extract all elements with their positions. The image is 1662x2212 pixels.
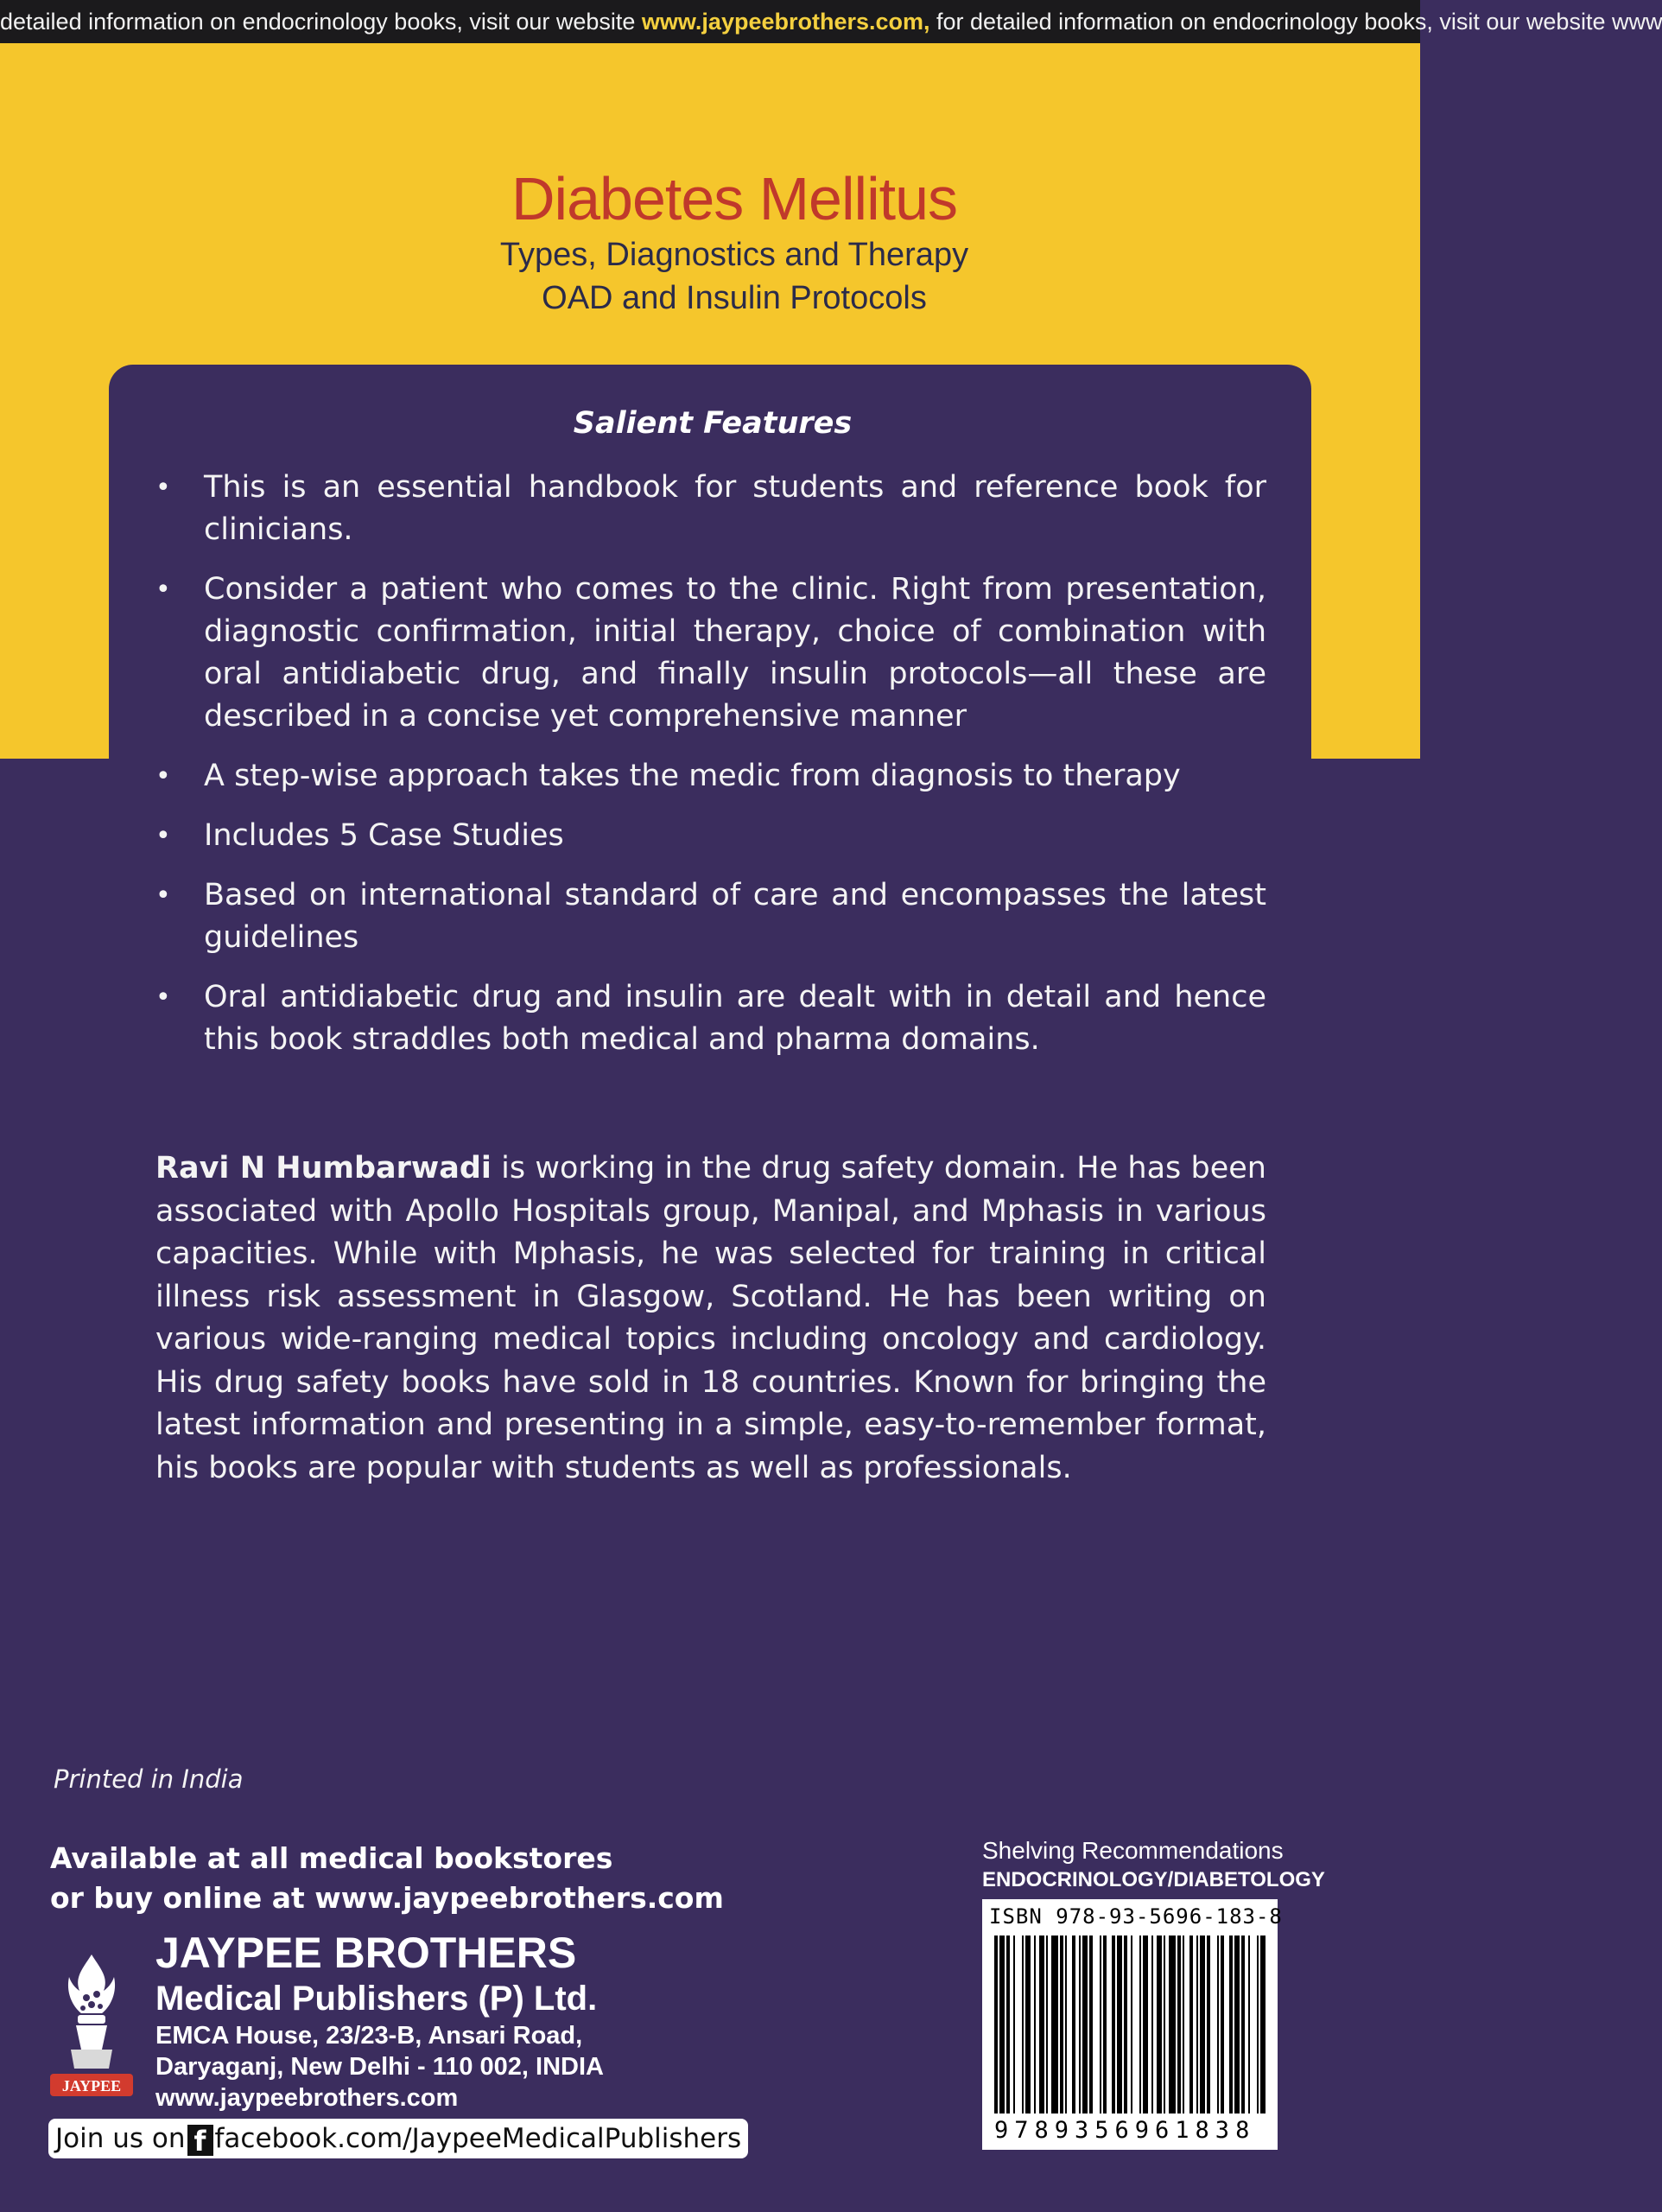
facebook-icon: f [187,2125,213,2156]
barcode-bar [1046,1936,1048,2113]
barcode-bars [994,1936,1271,2113]
barcode-bar [1006,1936,1010,2113]
barcode-bar [1143,1936,1148,2113]
author-bio-text: is working in the drug safety domain. He has been associated with Apollo Hospitals group, Manipal, and Mphasis in various capacities. While with Mphasis, he was selected for training in critical illness risk assessment in Glasgow, Scotland. He has been writing on various wide-ranging medical topics including oncology and cardiology. His drug safety books have sold in 18 countries. Known for bringing the latest information and presenting in a simple, easy-to-remember format, his books are popular with students as well as professionals. [155,1151,1266,1485]
bullet-icon: • [155,761,171,791]
barcode-bar [1234,1936,1240,2113]
shelving-value: ENDOCRINOLOGY/DIABETOLOGY [982,1868,1325,1891]
isbn-barcode [982,1899,1283,2150]
availability-line: or buy online at www.jaypeebrothers.com [50,1881,724,1915]
feature-text: Based on international standard of care and encompasses the latest guidelines [204,878,1266,955]
barcode-bar [1112,1936,1115,2113]
publisher-block [155,1929,604,2113]
publisher-website: www.jaypeebrothers.com [155,2084,459,2112]
availability-line: Available at all medical bookstores [50,1841,613,1875]
barcode-bar [1065,1936,1067,2113]
barcode-bar [1139,1936,1141,2113]
book-title-block [0,164,1469,320]
bullet-icon: • [155,880,171,911]
publisher-address-2: Daryaganj, New Delhi - 110 002, INDIA [155,2053,604,2081]
bullet-icon: • [155,575,171,605]
feature-text: Oral antidiabetic drug and insulin are dealt with in detail and hence this book straddles both medical and pharma domains. [204,980,1266,1057]
barcode-bar [1164,1936,1165,2113]
barcode-bar [999,1936,1005,2113]
barcode-bar [1248,1936,1250,2113]
barcode-bar [1183,1936,1184,2113]
barcode-bar [1089,1936,1093,2113]
top-ticker [0,0,1662,43]
barcode-bar [1217,1936,1219,2113]
book-subtitle-2: OAD and Insulin Protocols [542,280,927,316]
barcode-bar [1103,1936,1107,2113]
join-prefix: Join us on [55,2123,186,2154]
feature-text: A step-wise approach takes the medic from diagnosis to therapy [204,759,1181,793]
jaypee-torch-logo [48,1953,135,2100]
feature-text: Includes 5 Case Studies [204,818,564,853]
ticker-website: www.jaypeebrothers.com, [641,9,930,35]
barcode-bar [1151,1936,1153,2113]
feature-item [155,467,1266,551]
book-title: Diabetes Mellitus [511,165,957,232]
feature-item [155,976,1266,1061]
barcode-bar [1189,1936,1193,2113]
barcode-bar [1079,1936,1081,2113]
bullet-icon: • [155,473,171,503]
barcode-bar [1260,1936,1266,2113]
author-name: Ravi N Humbarwadi [155,1151,492,1185]
barcode-bar [1200,1936,1205,2113]
barcode-bar [1124,1936,1127,2113]
barcode-bar [1221,1936,1224,2113]
facebook-join [48,2119,748,2158]
barcode-bar [1169,1936,1176,2113]
feature-item [155,755,1266,798]
barcode-bar [1072,1936,1075,2113]
barcode-bar [1082,1936,1088,2113]
barcode-bar [994,1936,998,2113]
book-subtitle: Types, Diagnostics and Therapy [499,237,969,273]
barcode-bar [1257,1936,1259,2113]
feature-item [155,569,1266,738]
features-list [155,467,1266,1078]
facebook-url: facebook.com/JaypeeMedicalPublishers [214,2123,742,2154]
barcode-bar [1025,1936,1031,2113]
barcode-bar [1196,1936,1198,2113]
publisher-name-2: Medical Publishers (P) Ltd. [155,1980,598,2018]
barcode-bar [1060,1936,1063,2113]
logo-wordmark: JAYPEE [61,2077,122,2094]
shelving-label: Shelving Recommendations [982,1837,1284,1864]
bullet-icon: • [155,982,171,1013]
barcode-bar [1131,1936,1132,2113]
barcode-bar [1229,1936,1233,2113]
barcode-bar [1241,1936,1245,2113]
barcode-bar [1177,1936,1181,2113]
feature-item [155,874,1266,959]
barcode-bar [1022,1936,1024,2113]
barcode-digits: 9789356961838 [994,2117,1256,2144]
feature-item [155,815,1266,857]
barcode-bar [1051,1936,1058,2113]
barcode-bar [1039,1936,1044,2113]
feature-text: Consider a patient who comes to the clinic. Right from presentation, diagnostic confirmation, initial therapy, choice of combination with oral antidiabetic drug, and finally insulin protocols—all these are described in a concise yet comprehensive manner [204,572,1266,734]
barcode-bar [1034,1936,1036,2113]
author-bio [155,1147,1266,1490]
salient-features-heading: Salient Features [573,406,853,441]
barcode-bar [1207,1936,1210,2113]
printed-in: Printed in India [54,1764,244,1794]
shelving-recommendations [982,1835,1325,1894]
ticker-text-2: for detailed information on endocrinology books, visit our website www [929,9,1662,35]
availability-note [50,1839,724,1918]
feature-text: This is an essential handbook for students and reference book for clinicians. [204,470,1266,547]
barcode-bar [1013,1936,1015,2113]
isbn-text: ISBN 978-93-5696-183-8 [989,1904,1283,1929]
barcode-bar [1117,1936,1122,2113]
ticker-text: detailed information on endocrinology books, visit our website [0,9,642,35]
bullet-icon: • [155,821,171,851]
publisher-name: JAYPEE BROTHERS [155,1929,577,1977]
barcode-bar [1100,1936,1101,2113]
barcode-bar [1157,1936,1162,2113]
publisher-address: EMCA House, 23/23-B, Ansari Road, [155,2022,583,2050]
